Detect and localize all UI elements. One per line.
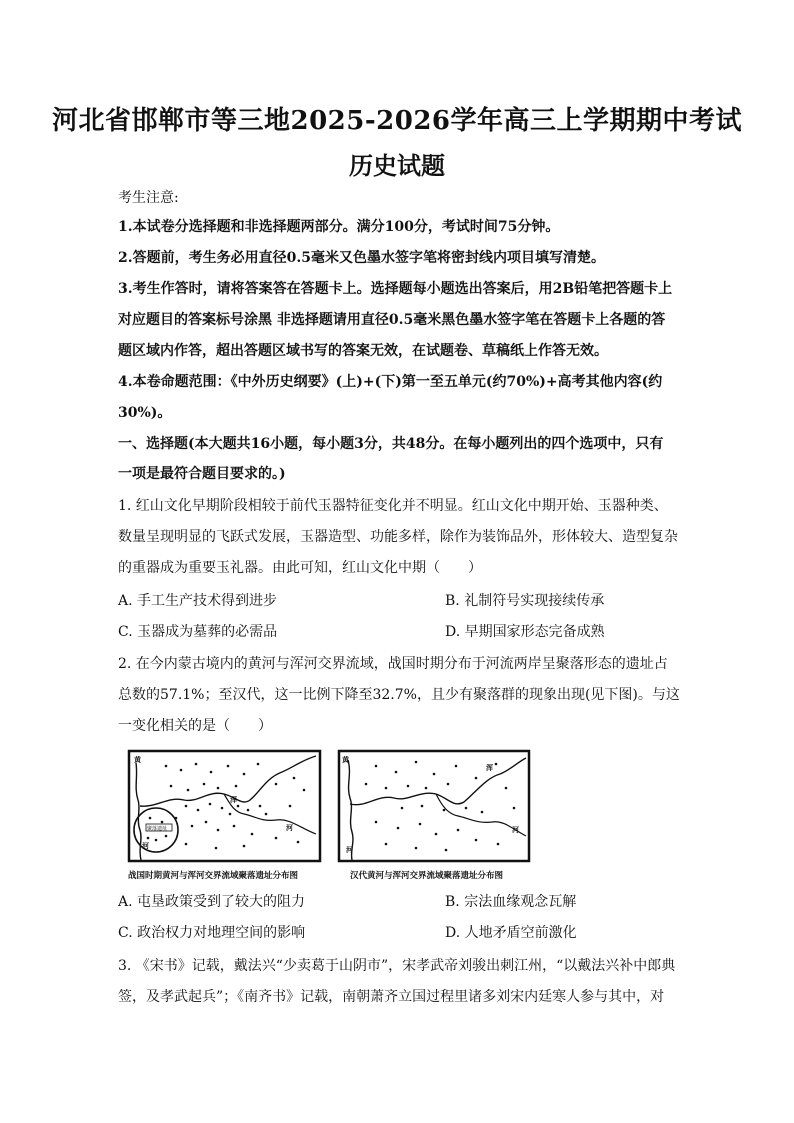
map-label: 河: [286, 823, 293, 832]
warring-states-map: [126, 748, 323, 866]
right-map-caption: 汉代黄河与浑河交界流域聚落遗址分布图: [350, 871, 504, 881]
map-label: 黄: [342, 755, 349, 764]
map-label: 黄: [134, 755, 141, 764]
map-label: 浑: [486, 763, 493, 772]
notice-line: 1.本试卷分选择题和非选择题两部分。满分100分，考试时间75分钟。: [118, 219, 560, 235]
q3-stem: 签，及孝武起兵”；《南齐书》记载，南朝萧齐立国过程里诸多刘宋内廷寒人参与其中，对: [118, 989, 665, 1005]
q1-stem: 1. 红山文化早期阶段相较于前代玉器特征变化并不明显。红山文化中期开始、玉器种类、: [118, 498, 668, 514]
exam-subtitle: 历史试题: [349, 151, 445, 180]
q2-option-c: C. 政治权力对地理空间的影响: [118, 925, 306, 941]
notice-line: 30%)。: [118, 405, 172, 421]
q1-option-b: B. 礼制符号实现接续传承: [445, 593, 605, 609]
q2-option-b: B. 宗法血缘观念瓦解: [445, 894, 577, 910]
map-label: 河: [346, 845, 353, 854]
q2-option-d: D. 人地矛盾空前激化: [445, 925, 577, 941]
q2-option-a: A. 屯垦政策受到了较大的阻力: [118, 894, 306, 910]
exam-title: 河北省邯郸市等三地2025-2026学年高三上学期期中考试: [51, 106, 743, 136]
map-label: 聚落遗址: [147, 826, 168, 832]
notice-line: 4.本卷命题范围：《中外历史纲要》(上)+(下)第一至五单元(约70%)+高考其他内容(约: [118, 374, 663, 390]
section-heading: 一、选择题(本大题共16小题，每小题3分，共48分。在每小题列出的四个选项中，只有: [118, 436, 664, 452]
q1-stem: 的重器成为重要玉礼器。由此可知，红山文化中期（ ）: [118, 560, 482, 576]
q1-option-a: A. 手工生产技术得到进步: [118, 593, 278, 609]
notice-line: 题区域内作答，超出答题区域书写的答案无效，在试题卷、草稿纸上作答无效。: [118, 343, 608, 359]
map-label: 浑: [230, 795, 237, 804]
notice-heading: 考生注意:: [118, 190, 179, 206]
notice-line: 对应题目的答案标号涂黑 非选择题请用直径0.5毫米黑色墨水签字笔在答题卡上各题的答: [118, 312, 666, 328]
notice-line: 2.答题前，考生务必用直径0.5毫米又色墨水签字笔将密封线内项目填写清楚。: [118, 250, 605, 266]
map-label: 河: [142, 841, 149, 850]
q1-option-c: C. 玉器成为墓葬的必需品: [118, 624, 278, 640]
q3-stem: 3. 《宋书》记载，戴法兴“少卖葛于山阴市”，宋孝武帝刘骏出刺江州，“以戴法兴补中郎典: [118, 958, 676, 974]
q1-option-d: D. 早期国家形态完备成熟: [445, 624, 605, 640]
left-map-caption: 战国时期黄河与浑河交界流域聚落遗址分布图: [128, 871, 299, 881]
han-dynasty-map: [336, 748, 532, 866]
section-heading: 一项是最符合题目要求的。): [118, 466, 286, 482]
q2-stem: 2. 在今内蒙古境内的黄河与浑河交界流域，战国时期分布于河流两岸呈聚落形态的遗址占: [118, 656, 668, 672]
map-label: 河: [512, 825, 519, 834]
q2-stem: 总数的57.1%；至汉代，这一比例下降至32.7%，且少有聚落群的现象出现(见下图)。与这: [118, 687, 680, 703]
q1-stem: 数量呈现明显的飞跃式发展，玉器造型、功能多样，除作为装饰品外，形体较大、造型复杂: [118, 529, 678, 545]
notice-line: 3.考生作答时，请将答案答在答题卡上。选择题每小题选出答案后，用2B铅笔把答题卡上: [118, 281, 673, 297]
q2-stem: 一变化相关的是（ ）: [118, 718, 272, 734]
